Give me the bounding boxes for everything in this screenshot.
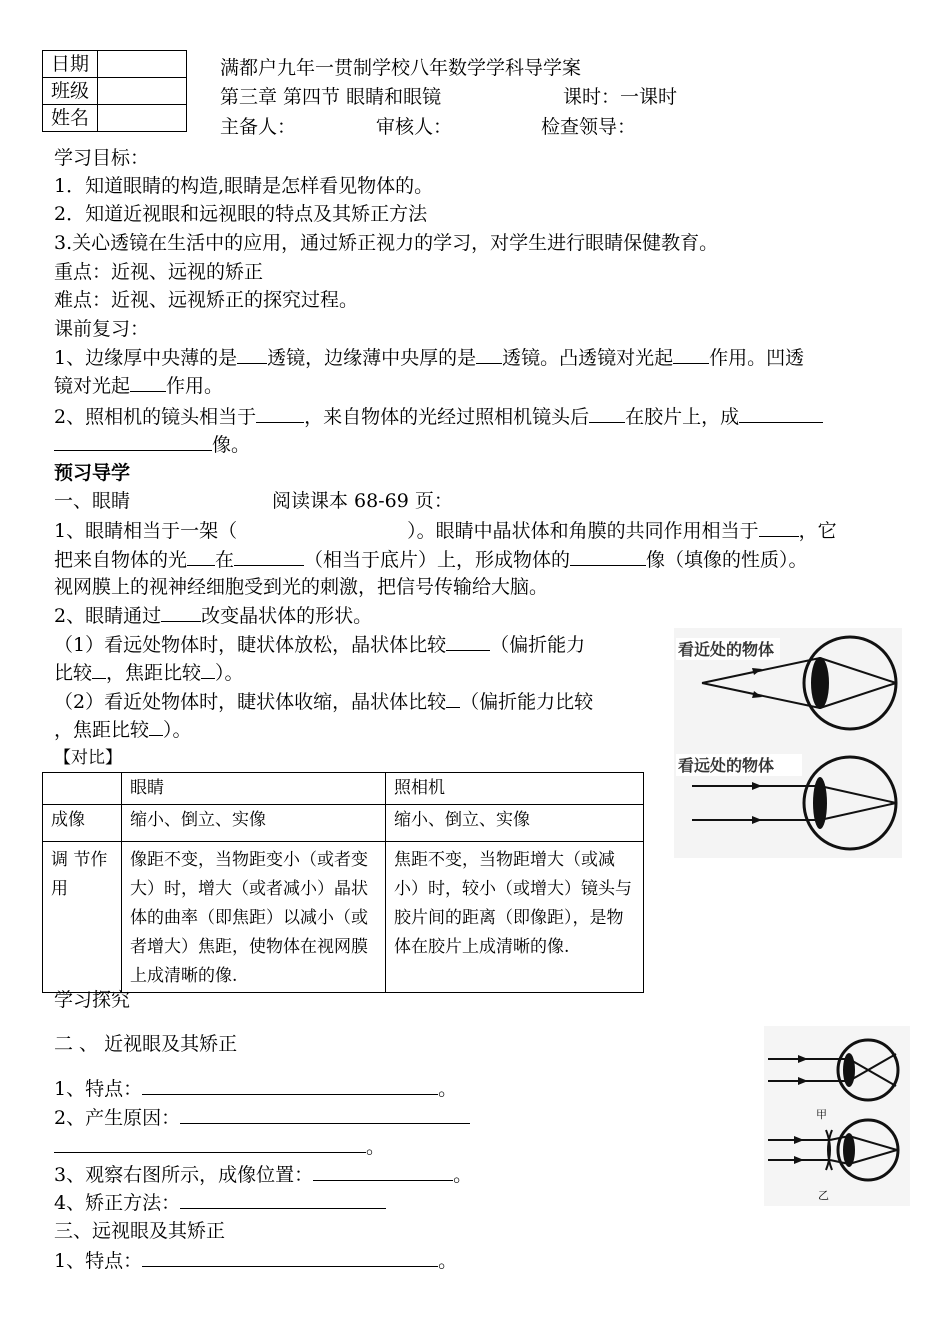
- blank[interactable]: [570, 547, 646, 566]
- table-row: [43, 805, 644, 842]
- figure-label-yi: 乙: [818, 1189, 829, 1202]
- info-label: 日期: [43, 51, 98, 78]
- chapter-title: 第三章 第四节 眼睛和眼镜: [220, 86, 442, 108]
- text: 1、眼睛相当于一架（: [54, 520, 238, 542]
- text: 比较: [54, 662, 93, 684]
- info-value[interactable]: [98, 105, 187, 132]
- text: 透镜，边缘薄中央厚的是: [267, 347, 477, 369]
- section-myopia: 二 、 近视眼及其矫正: [54, 1033, 238, 1055]
- section-eye: 一、眼睛: [54, 490, 131, 512]
- myopia-figure: [764, 1026, 910, 1206]
- goal-item: 2．知道近视眼和远视眼的特点及其矫正方法: [54, 203, 428, 225]
- myopia-feature: [54, 1076, 457, 1101]
- preview-heading: 预习导学: [54, 462, 131, 484]
- text: 1、边缘厚中央薄的是: [54, 347, 238, 369]
- info-label: 班级: [43, 78, 98, 105]
- text: 在胶片上，成: [625, 406, 740, 428]
- blank[interactable]: [180, 1105, 470, 1124]
- hyperopia-feature: [54, 1248, 457, 1273]
- table-cell: 像距不变，当物距变小（或者变大）时，增大（或者减小）晶状体的曲率（即焦距）以减小（或者增大）焦距，使物体在视网膜上成清晰的像.: [122, 842, 386, 993]
- info-value[interactable]: [98, 51, 187, 78]
- review-question-1-cont: [54, 373, 223, 398]
- difficulty: 难点：近视、远视矫正的探究过程。: [54, 289, 359, 311]
- lens: [813, 777, 827, 829]
- preview-question-1-end: 视网膜上的视神经细胞受到光的刺激，把信号传输给大脑。: [54, 576, 549, 598]
- text: ，它: [798, 520, 837, 542]
- blank[interactable]: [237, 345, 267, 364]
- text: 4、矫正方法：: [54, 1192, 181, 1214]
- reading-note: 阅读课本 68-69 页：: [272, 490, 453, 512]
- text: 作用。凹透: [709, 347, 805, 369]
- blank[interactable]: [673, 345, 709, 364]
- review-question-2-cont: [54, 432, 250, 457]
- blank[interactable]: [142, 1076, 438, 1095]
- text: ）。: [163, 719, 192, 741]
- goal-item: 1．知道眼睛的构造,眼睛是怎样看见物体的。: [54, 175, 434, 197]
- myopia-cause-cont: [54, 1134, 385, 1159]
- eye-focus-figure: [674, 628, 902, 858]
- figure-label-jia: 甲: [816, 1108, 827, 1121]
- text: ）。眼睛中晶状体和角膜的共同作用相当于: [407, 520, 759, 542]
- review-question-1: [54, 345, 804, 370]
- key-point: 重点：近视、远视的矫正: [54, 261, 264, 283]
- text: （1）看远处物体时，睫状体放松，晶状体比较: [54, 634, 447, 656]
- blank[interactable]: [180, 1190, 386, 1209]
- text: （偏折能力比较: [460, 691, 594, 713]
- preview-question-4-cont: [54, 717, 192, 742]
- section-hyperopia: 三、远视眼及其矫正: [54, 1220, 226, 1242]
- myopia-cause: [54, 1105, 470, 1130]
- text: 。: [366, 1136, 386, 1158]
- text: （相当于底片）上，形成物体的: [304, 549, 571, 571]
- table-row-label: 调 节作用: [43, 842, 122, 993]
- text: 2、眼睛通过: [54, 605, 162, 627]
- blank[interactable]: [187, 547, 215, 566]
- text: 2、产生原因：: [54, 1107, 181, 1129]
- compare-label: 【对比】: [54, 748, 122, 768]
- text: （偏折能力: [490, 634, 586, 656]
- text: （2）看近处物体时，睫状体收缩，晶状体比较: [54, 691, 447, 713]
- info-row-name: [43, 105, 187, 132]
- blank[interactable]: [149, 717, 163, 736]
- myopia-image-position: [54, 1162, 472, 1187]
- table-cell: 焦距不变，当物距增大（或减小）时，较小（或增大）镜头与胶片间的距离（即像距），是物体在胶片上成清晰的像.: [386, 842, 644, 993]
- table-header-row: [43, 773, 644, 805]
- preview-question-3-cont: [54, 660, 244, 685]
- text: 把来自物体的光: [54, 549, 188, 571]
- period-info: 课时：一课时: [563, 86, 678, 108]
- preview-question-4: [54, 689, 593, 714]
- myopia-correction: [54, 1190, 386, 1215]
- text: 3、观察右图所示，成像位置：: [54, 1164, 314, 1186]
- review-heading: 课前复习：: [54, 318, 150, 340]
- reviewer-label: 审核人：: [376, 116, 453, 138]
- text: 透镜。凸透镜对光起: [502, 347, 674, 369]
- blank[interactable]: [739, 404, 823, 423]
- blank[interactable]: [234, 547, 304, 566]
- blank[interactable]: [201, 660, 215, 679]
- far-label: 看远处的物体: [678, 756, 775, 775]
- inspector-label: 检查领导：: [541, 116, 637, 138]
- preparer-label: 主备人：: [220, 116, 297, 138]
- text: ，来自物体的光经过照相机镜头后: [304, 406, 590, 428]
- preview-question-2: [54, 603, 372, 628]
- blank[interactable]: [589, 404, 625, 423]
- text: ，焦距比较: [106, 662, 202, 684]
- info-value[interactable]: [98, 78, 187, 105]
- blank[interactable]: [446, 632, 490, 651]
- text: 在: [215, 549, 235, 571]
- blank[interactable]: [446, 689, 460, 708]
- text: 作用。: [166, 375, 224, 397]
- text: 1、特点：: [54, 1250, 143, 1272]
- goals-heading: 学习目标：: [54, 147, 150, 169]
- table-row-label: 成像: [43, 805, 122, 842]
- table-cell: 缩小、倒立、实像: [122, 805, 386, 842]
- text: ）。: [215, 662, 244, 684]
- info-row-class: [43, 78, 187, 105]
- preview-question-1: [54, 518, 837, 543]
- blank[interactable]: [54, 1134, 366, 1153]
- text: 像。: [212, 434, 251, 456]
- text: 。: [453, 1164, 473, 1186]
- comparison-table: [42, 772, 644, 993]
- text: 改变晶状体的形状。: [201, 605, 373, 627]
- blank[interactable]: [256, 404, 304, 423]
- blank[interactable]: [161, 603, 201, 622]
- school-title: 满都户九年一贯制学校八年数学学科导学案: [220, 57, 582, 79]
- blank[interactable]: [130, 373, 166, 392]
- text: 。: [438, 1250, 458, 1272]
- near-label: 看近处的物体: [678, 640, 775, 659]
- explore-heading: 学习探究: [54, 989, 131, 1011]
- preview-question-1-cont: [54, 547, 808, 572]
- table-header-cell: 眼睛: [122, 773, 386, 805]
- text: 1、特点：: [54, 1078, 143, 1100]
- blank[interactable]: [476, 345, 502, 364]
- preview-question-3: [54, 632, 585, 657]
- review-question-2: [54, 404, 823, 429]
- text: ，焦距比较: [54, 719, 150, 741]
- text: 镜对光起: [54, 375, 131, 397]
- text: 。: [438, 1078, 458, 1100]
- table-cell: 缩小、倒立、实像: [386, 805, 644, 842]
- blank[interactable]: [142, 1248, 438, 1267]
- blank[interactable]: [759, 518, 799, 537]
- student-info-table: [42, 50, 187, 132]
- info-row-date: [43, 51, 187, 78]
- blank[interactable]: [54, 432, 212, 451]
- goal-item: 3.关心透镜在生活中的应用，通过矫正视力的学习，对学生进行眼睛保健教育。: [54, 232, 719, 254]
- table-header-cell: [43, 773, 122, 805]
- text: 像（填像的性质）。: [646, 549, 808, 571]
- info-label: 姓名: [43, 105, 98, 132]
- blank[interactable]: [313, 1162, 453, 1181]
- table-header-cell: 照相机: [386, 773, 644, 805]
- lens: [811, 657, 829, 709]
- table-row: [43, 842, 644, 993]
- blank[interactable]: [92, 660, 106, 679]
- text: 2、照相机的镜头相当于: [54, 406, 257, 428]
